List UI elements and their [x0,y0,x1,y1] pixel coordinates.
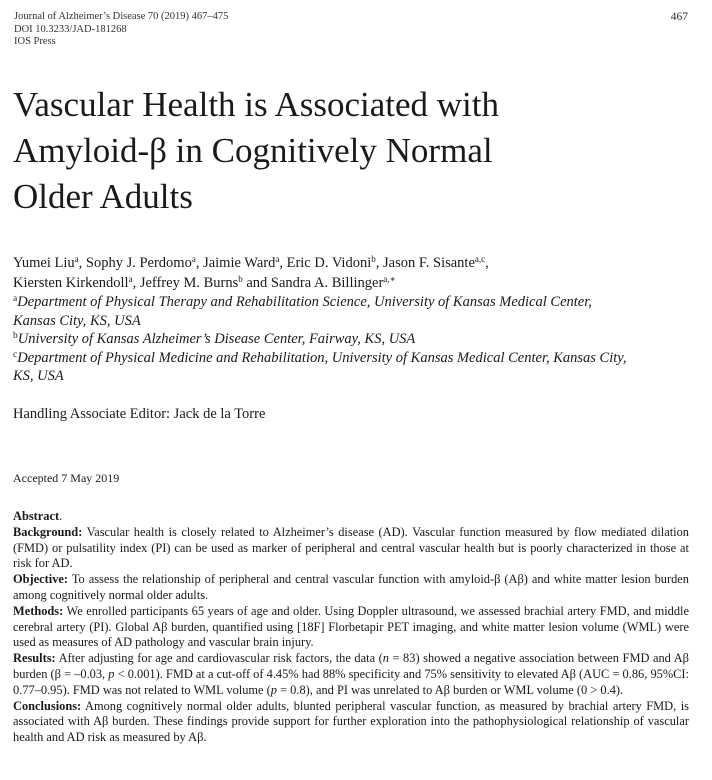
section-label: Background: [13,524,83,539]
abstract [13,509,689,746]
section-text: Vascular health is closely related to Alzheimer’s disease (AD). Vascular function measured by flow mediated dilation (FMD) or pulsatility index (PI) can be used as marker of peripheral and central vascular health but is poorly characterized in those at risk for AD. [13,524,689,571]
affiliation-c [13,349,703,368]
journal-header [14,11,228,49]
affiliation-mark: a [13,294,18,304]
affiliation-a-cont: Kansas City, KS, USA [13,312,141,329]
title-line-2: Amyloid-β in Cognitively Normal [13,131,493,170]
section-text: Among cognitively normal older adults, blunted peripheral vascular function, as measured by brachial artery FMD, is associated with Aβ burden. These findings provide support for further exploration into the pathophysiological relationship of vascular health and AD risk as measured by Aβ. [13,698,689,745]
abstract-results [13,651,689,698]
abstract-conclusions [13,699,689,746]
article-title [13,82,693,220]
author-name: Yumei Liu [13,255,75,271]
section-label: Objective: [13,572,69,587]
author-affiliation-mark: b [371,254,376,264]
affiliation-a [13,293,703,312]
abstract-label: Abstract [13,509,60,523]
abstract-heading: Abstract. [13,509,63,523]
section-text: To assess the relationship of peripheral and central vascular function with amyloid-β (Aβ) and white matter lesion burden among cognitively normal older adults. [13,572,689,602]
author-name: Jason F. Sisante [383,255,475,271]
author-affiliation-mark: a [191,254,196,264]
abstract-objective [13,572,689,604]
author-affiliation-mark: a [74,254,79,264]
affiliation-text: University of Kansas Alzheimer’s Disease Center, Fairway, KS, USA [17,331,416,347]
author-affiliation-mark: a,∗ [383,274,396,284]
author-line-1: Yumei Liu$^a$, Sophy J. Perdomo$^a$, Jaimie Ward$^a$, Eric D. Vidoni$^b$, Jason F. Sisante$^{a,c}$, [13,254,489,271]
abstract-methods [13,604,689,651]
section-text: = 83) showed a negative association between FMD and Aβ burden (β = –0.03, [13,651,689,681]
accepted-date: Accepted 7 May 2019 [13,471,120,485]
italic-n: n [382,651,389,666]
affiliation-text: Department of Physical Therapy and Rehabilitation Science, University of Kansas Medical Center, [17,294,592,310]
section-label: Results: [13,651,56,666]
abstract-background [13,525,689,572]
affiliation-mark: c [13,349,18,360]
author-name: Jaimie Ward [203,255,276,271]
section-text: We enrolled participants 65 years of age and older. Using Doppler ultrasound, we assessed brachial artery FMD, and middle cerebral artery (PI). Global Aβ burden, quantified using [18F] Florbetapir PET imaging, and white matter lesion volume (WML) were used as measures of AD pathology and vascular brain injury. [13,603,689,650]
title-line-1: Vascular Health is Associated with [13,85,500,124]
author-name: Kiersten Kirkendoll [13,275,129,291]
author-line-2: Kiersten Kirkendoll$^a$, Jeffrey M. Burns$^b$ and Sandra A. Billinger$^{a,∗}$ [13,274,396,291]
author-affiliation-mark: a,c [474,254,486,264]
author-affiliation-mark: a [275,254,280,264]
section-label: Conclusions: [13,698,82,713]
author-list [13,253,703,293]
doi: DOI 10.3233/JAD-181268 [14,23,127,35]
journal-citation: Journal of Alzheimer’s Disease 70 (2019) 467–475 [14,11,229,22]
affiliation-mark: b [13,331,18,341]
italic-p: p [108,666,115,681]
corresponding-author-name: Sandra A. Billinger [270,275,384,291]
affiliation-b [13,330,703,349]
section-text: After adjusting for age and cardiovascular risk factors, the data ( [58,651,383,666]
affiliation-c-cont: KS, USA [13,368,64,384]
section-label: Methods: [13,603,64,618]
affiliation-text: Department of Physical Medicine and Rehabilitation, University of Kansas Medical Center, Kansas City, [17,349,627,366]
section-text: < 0.001). FMD at a cut-off of 4.45% had 88% specificity and 75% sensitivity to elevated Aβ (AUC = 0.86, 95%CI: 0.77–0.95). FMD was not related to WML volume ( [13,666,689,697]
title-line-3: Older Adults [13,177,193,216]
handling-editor: Handling Associate Editor: Jack de la Torre [13,406,266,422]
author-name: Jeffrey M. Burns [139,275,239,291]
publisher: IOS Press [14,36,56,47]
page-number: 467 [670,11,688,23]
author-name: Sophy J. Perdomo [85,255,192,271]
section-text: = 0.8), and PI was unrelated to Aβ burden or WML volume (0 > 0.4). [276,682,624,697]
affiliations [13,293,703,386]
author-name: Eric D. Vidoni [286,255,372,271]
author-affiliation-mark: a [128,274,133,284]
author-affiliation-mark: b [238,274,243,284]
italic-p: p [270,682,277,697]
author-conjunction: and [246,275,268,291]
